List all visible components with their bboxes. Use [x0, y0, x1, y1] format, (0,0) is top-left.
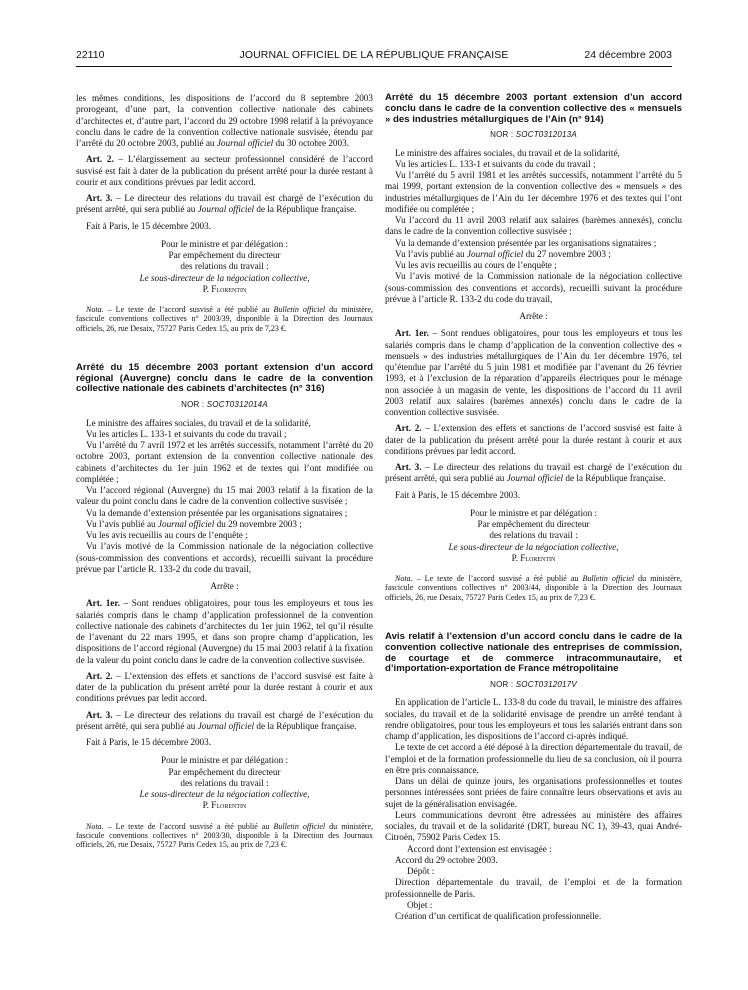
nota: Nota. – Le texte de l’accord susvisé a été publié au Bulletin officiel du ministère, fascicule conventions collectives n° 2003/39, disponible à la Direction des Journaux officiels, 26, rue Desaix, 75727 Paris Cedex 15, au prix de 7,23 €.	[76, 305, 373, 333]
nor-reference: NOR : SOCT0312013A	[490, 130, 577, 140]
nota: Nota. – Le texte de l’accord susvisé a été publié au Bulletin officiel du ministère, fascicule conventions collectives n° 2003/44, disponible à la Direction des Journaux officiels, 26, rue Desaix, 75727 Paris Cedex 15, au prix de 7,23 €.	[385, 574, 682, 602]
nota: Nota. – Le texte de l’accord susvisé a été publié au Bulletin officiel du ministère, fascicule conventions collectives n° 2003/30, disponible à la Direction des Journaux officiels, 26, rue Desaix, 75727 Paris Cedex 15, au prix de 7,23 €.	[76, 821, 373, 850]
visa: Vu les avis recueillis au cours de l’enquête ;	[395, 260, 557, 271]
visa: Vu l’arrêté du 7 avril 1972 et les arrêtés successifs, notamment l’arrêté du 20 octobre 2003, portant extension de la convention collective nationale des cabinets d’architectes du 1er juin 1962 et de textes qui l’ont modifiée ou complétée ;	[76, 440, 373, 484]
signature-block: Pour le ministre et par délégation : Par empêchement du directeur des relations du travail : Le sous-directeur de la négociation collective, P. Florentin	[448, 507, 619, 563]
visa: Vu l’arrêté du 5 avril 1981 et les arrêtés successifs, notamment l’arrêté du 5 mai 1999, portant extension de la convention collective des « mensuels » des industries métallurgiques de l’Ain du 1er décembre 1976 et des textes qui l’ont modifiée ou complétée ;	[385, 170, 682, 214]
visa: Vu l’avis publié au Journal officiel du 27 novembre 2003 ;	[395, 248, 611, 259]
article-3: Art. 3. – Le directeur des relations du travail est chargé de l’exécution du présent arrêté, qui sera publié au Journal officiel de la République française.	[385, 462, 683, 484]
visa: Vu l’accord régional (Auvergne) du 15 mai 2003 relatif à la fixation de la valeur du point conclu dans le cadre de la convention collective susvisée ;	[76, 485, 373, 507]
avis-paragraph: Dans un délai de quinze jours, les organisations professionnelles et toutes personnes intéressées sont priées de faire connaître leurs observations et avis au sujet de la généralisation envisagée.	[385, 776, 682, 809]
visa: Vu l’accord du 11 avril 2003 relatif aux salaires (barèmes annexés), conclu dans le cadre de la convention collective susvisée ;	[385, 215, 682, 237]
avis-paragraph: Le texte de cet accord a été déposé à la direction départementale du travail, de l’emploi et de la formation professionnelle du lieu de sa conclusion, où il pourra en être pris connaissance.	[385, 742, 682, 775]
fait-a-paris: Fait à Paris, le 15 décembre 2003.	[86, 737, 212, 748]
signature-block: Pour le ministre et par délégation : Par empêchement du directeur des relations du travail : Le sous-directeur de la négociation collective, P. Florentin	[139, 238, 310, 294]
avis-paragraph: Accord du 29 octobre 2003.	[395, 854, 498, 865]
page-header	[76, 49, 672, 65]
right-column	[385, 93, 682, 922]
visa: Vu la demande d’extension présentée par les organisations signataires ;	[86, 507, 348, 518]
visa: Vu les avis recueillis au cours de l’enquête ;	[86, 530, 248, 541]
fait-a-paris: Fait à Paris, le 15 décembre 2003.	[395, 489, 521, 500]
fait-a-paris: Fait à Paris, le 15 décembre 2003.	[86, 220, 212, 231]
avis-label: Dépôt :	[407, 866, 435, 877]
signature-block: Pour le ministre et par délégation : Par empêchement du directeur des relations du travail : Le sous-directeur de la négociation collective, P. Florentin	[139, 755, 310, 811]
article-2: Art. 2. – L’extension des effets et sanctions de l’accord susvisé est faite à dater de la publication du présent arrêté pour la durée restant à courir et aux conditions prévues par ledit accord.	[385, 423, 682, 456]
preamble-minister: Le ministre des affaires sociales, du travail et de la solidarité,	[86, 417, 311, 428]
visa: Vu l’avis motivé de la Commission nationale de la négociation collective (sous-commission des conventions et accords), recueilli suivant la procédure prévue par l’article R. 133-2 du code du travail,	[76, 541, 373, 574]
left-column	[76, 93, 373, 849]
article-2: Art. 2. – L’élargissement au secteur professionnel considéré de l’accord susvisé est fait à dater de la publication du présent arrêté pour la durée restant à courir et aux conditions prévues par ledit accord.	[76, 154, 373, 187]
article-3: Art. 3. – Le directeur des relations du travail est chargé de l’exécution du présent arrêté, qui sera publié au Journal officiel de la République française.	[76, 193, 374, 215]
visa: Vu les articles L. 133-1 et suivants du code du travail ;	[86, 428, 287, 439]
visa: Vu les articles L. 133-1 et suivants du code du travail ;	[395, 158, 596, 169]
article-2: Art. 2. – L’extension des effets et sanctions de l’accord susvisé est faite à dater de la publication du présent arrêté pour la durée restant à courir et aux conditions prévues par ledit accord.	[76, 670, 373, 704]
article-1: Art. 1er. – Sont rendues obligatoires, pour tous les employeurs et tous les salariés compris dans le champ d’application professionnel de la convention collective nationale des cabinets d’architectes du 1er juin 1962, tel qu’il résulte de l’avenant du 22 mars 1995, et dans son propre champ d’application, les dispositions de l’accord régional (Auvergne) du 15 mai 2003 relatif à la fixation de la valeur du point conclu dans le cadre de la convention collective susvisée.	[76, 598, 373, 665]
page-number: 22110	[76, 49, 105, 61]
section-title-auvergne: Arrêté du 15 décembre 2003 portant extension d’un accord régional (Auvergne) conclu dans le cadre de la convention collective nationale des cabinets d’architectes (n° 316)	[76, 361, 373, 395]
avis-paragraph: Direction départementale du travail, de l’emploi et de la formation professionnelle de Paris.	[385, 877, 682, 899]
issue-date: 24 décembre 2003	[584, 49, 672, 61]
visa: Vu l’avis motivé de la Commission nationale de la négociation collective (sous-commission des conventions et accords), recueilli suivant la procédure prévue à l’article R. 133-2 du code du travail,	[385, 271, 682, 304]
header-rule	[76, 66, 672, 67]
avis-label: Objet :	[407, 899, 433, 910]
article-3: Art. 3. – Le directeur des relations du travail est chargé de l’exécution du présent arrêté, qui sera publié au Journal officiel de la République française.	[76, 709, 374, 731]
visa: Vu la demande d’extension présentée par les organisations signataires ;	[395, 237, 657, 248]
visa: Vu l’avis publié au Journal officiel du 29 novembre 2003 ;	[86, 518, 302, 529]
arrete-heading: Arrête :	[210, 581, 239, 592]
avis-paragraph: En application de l’article L. 133-8 du code du travail, le ministre des affaires sociales, du travail et de la solidarité envisage de prendre un arrêté tendant à rendre obligatoires, pour tous les employeurs et tous les salariés entrant dans son champ d’application, les dispositions de l’accord ci-après indiqué.	[385, 697, 682, 742]
avis-label: Accord dont l’extension est envisagée :	[407, 843, 552, 854]
journal-title: JOURNAL OFFICIEL DE LA RÉPUBLIQUE FRANÇAISE	[239, 49, 509, 61]
avis-paragraph: Création d’un certificat de qualification professionnelle.	[395, 911, 602, 922]
avis-paragraph: Leurs communications devront être adressées au ministère des affaires sociales, du travail et de la solidarité (DRT, bureau NC 1), 39-43, quai André-Citroën, 75902 Paris Cedex 15.	[385, 809, 682, 843]
nor-reference: NOR : SOCT0312017V	[490, 680, 577, 690]
section-title-ain: Arrêté du 15 décembre 2003 portant extension d’un accord conclu dans le cadre de la convention collective des « mensuels » des industries métallurgiques de l’Ain (n° 914)	[385, 92, 682, 125]
article-1: Art. 1er. – Sont rendues obligatoires, pour tous les employeurs et tous les salariés compris dans le champ d’application de la convention collective des « mensuels » des industries métallurgiques de l’Ain du 1er décembre 1976, tel qu’étendue par l’arrêté du 5 juin 1981 et modifiée par l’avenant du 26 février 1993, et à l’exclusion de la réparation d’appareils électriques pour le ménage non associée à un magasin de vente, les dispositions de l’accord du 11 avril 2003 relatif aux salaires (barèmes annexés) conclu dans le cadre de la convention collective susvisée.	[385, 328, 682, 418]
preamble-minister: Le ministre des affaires sociales, du travail et de la solidarité,	[395, 147, 620, 158]
arrete-heading: Arrête :	[519, 311, 548, 322]
section-title-avis: Avis relatif à l’extension d’un accord conclu dans le cadre de la convention collective nationale des entreprises de commission, de courtage et de commerce intracommunautaire, et d’importation-exportation de France métropolitaine	[385, 631, 682, 675]
nor-reference: NOR : SOCT0312014A	[181, 400, 268, 410]
intro-paragraph: les mêmes conditions, les dispositions de l’accord du 8 septembre 2003 prorogeant, d’une part, la convention collective nationale des cabinets d’architectes et, d’autre part, l’accord du 29 octobre 1998 relatif à la prévoyance conclu dans le cadre de la convention collective nationale susvisée, étendu par l’arrêté du 20 octobre 2003, publié au Journal officiel du 30 octobre 2003.	[76, 93, 373, 148]
